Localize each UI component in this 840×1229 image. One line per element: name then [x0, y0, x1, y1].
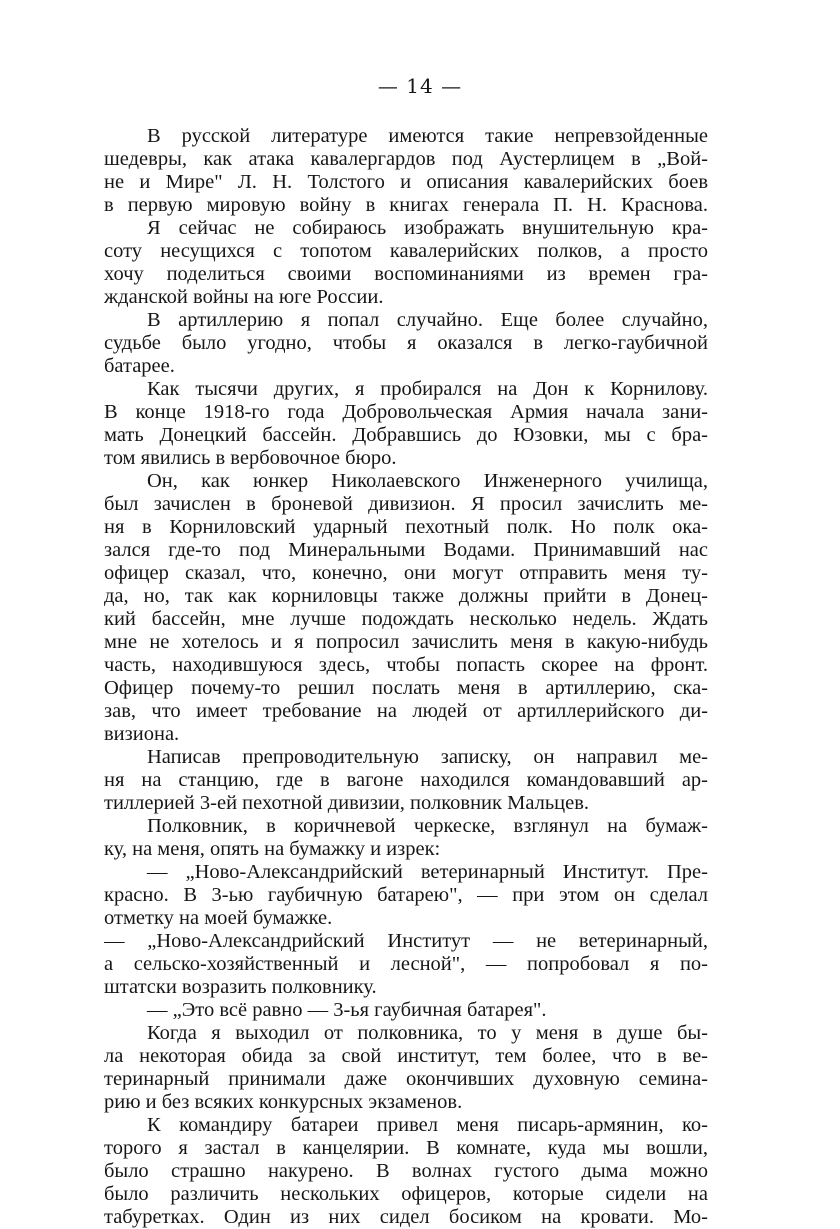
text-line: торого я застал в канцелярии. В комнате, куда мы вошли,: [104, 1137, 708, 1159]
text-line: Когда я выходил от полковника, то у меня в душе бы-: [147, 1022, 708, 1044]
text-line: хочу поделиться своими воспоминаниями из времен гра-: [104, 263, 708, 285]
text-line: визиона.: [104, 723, 180, 745]
page-number: — 14 —: [377, 74, 463, 98]
text-line: офицер сказал, что, конечно, они могут отправить меня ту-: [104, 562, 708, 584]
text-line: часть, находившуюся здесь, чтобы попасть скорее на фронт.: [104, 654, 708, 676]
body-text: [104, 125, 708, 1229]
text-line: В русской литературе имеются такие непревзойденные: [147, 125, 708, 147]
text-line: мне не хотелось и я попросил зачислить меня в какую-нибудь: [104, 631, 708, 653]
text-line: было различить нескольких офицеров, которые сидели на: [104, 1183, 708, 1205]
text-line: тиллерией 3-ей пехотной дивизии, полковник Мальцев.: [104, 792, 590, 814]
text-line: батарее.: [104, 355, 175, 377]
text-line: не и Мире" Л. Н. Толстого и описания кавалерийских боев: [104, 171, 708, 193]
text-line: том явились в вербовочное бюро.: [104, 447, 397, 469]
text-line: жданской войны на юге России.: [104, 286, 384, 308]
text-line: рию и без всяких конкурсных экзаменов.: [104, 1091, 463, 1113]
text-line: теринарный принимали даже окончивших духовную семина-: [104, 1068, 708, 1090]
text-line: — „Это всё равно — 3-ья гаубичная батарея".: [147, 999, 547, 1021]
text-line: К командиру батареи привел меня писарь-армянин, ко-: [147, 1114, 708, 1136]
text-line: Полковник, в коричневой черкеске, взглянул на бумаж-: [147, 815, 708, 837]
text-line: ня в Корниловский ударный пехотный полк. Но полк ока-: [104, 516, 708, 538]
text-line: ня на станцию, где в вагоне находился командовавший ар-: [104, 769, 708, 791]
text-line: Я сейчас не собираюсь изображать внушительную кра-: [147, 217, 708, 239]
text-line: было страшно накурено. В волнах густого дыма можно: [104, 1160, 708, 1182]
text-line: а сельско-хозяйственный и лесной", — попробовал я по-: [104, 953, 708, 975]
text-line: Как тысячи других, я пробирался на Дон к Корнилову.: [147, 378, 708, 400]
text-line: штатски возразить полковнику.: [104, 976, 377, 998]
text-line: Написав препроводительную записку, он направил ме-: [147, 746, 708, 768]
text-line: был зачислен в броневой дивизион. Я просил зачислить ме-: [104, 493, 708, 515]
text-line: ла некоторая обида за свой институт, тем более, что в ве-: [104, 1045, 708, 1067]
text-line: табуретках. Один из них сидел босиком на кровати. Мо-: [104, 1206, 708, 1228]
text-line: зался где-то под Минеральными Водами. Принимавший нас: [104, 539, 708, 561]
text-line: шедевры, как атака кавалергардов под Аустерлицем в „Вой-: [104, 148, 708, 170]
text-line: отметку на моей бумажке.: [104, 907, 333, 929]
text-line: кий бассейн, мне лучше подождать несколько недель. Ждать: [104, 608, 708, 630]
text-line: — „Ново-Александрийский Институт — не ветеринарный,: [104, 930, 708, 952]
text-line: в первую мировую войну в книгах генерала П. Н. Краснова.: [104, 194, 708, 216]
text-line: В конце 1918-го года Добровольческая Армия начала зани-: [104, 401, 708, 423]
text-line: зав, что имеет требование на людей от артиллерийского ди-: [104, 700, 708, 722]
text-line: да, но, так как корниловцы также должны прийти в Донец-: [104, 585, 708, 607]
text-line: Офицер почему-то решил послать меня в артиллерию, ска-: [104, 677, 708, 699]
text-line: — „Ново-Александрийский ветеринарный Институт. Пре-: [147, 861, 708, 883]
text-line: Он, как юнкер Николаевского Инженерного училища,: [147, 470, 708, 492]
text-line: судьбе было угодно, чтобы я оказался в легко-гаубичной: [104, 332, 708, 354]
text-line: красно. В 3-ью гаубичную батарею", — при этом он сделал: [104, 884, 708, 906]
text-line: соту несущихся с топотом кавалерийских полков, а просто: [104, 240, 708, 262]
text-line: ку, на меня, опять на бумажку и изрек:: [104, 838, 441, 860]
text-line: мать Донецкий бассейн. Добравшись до Юзовки, мы с бра-: [104, 424, 708, 446]
text-line: В артиллерию я попал случайно. Еще более случайно,: [147, 309, 708, 331]
